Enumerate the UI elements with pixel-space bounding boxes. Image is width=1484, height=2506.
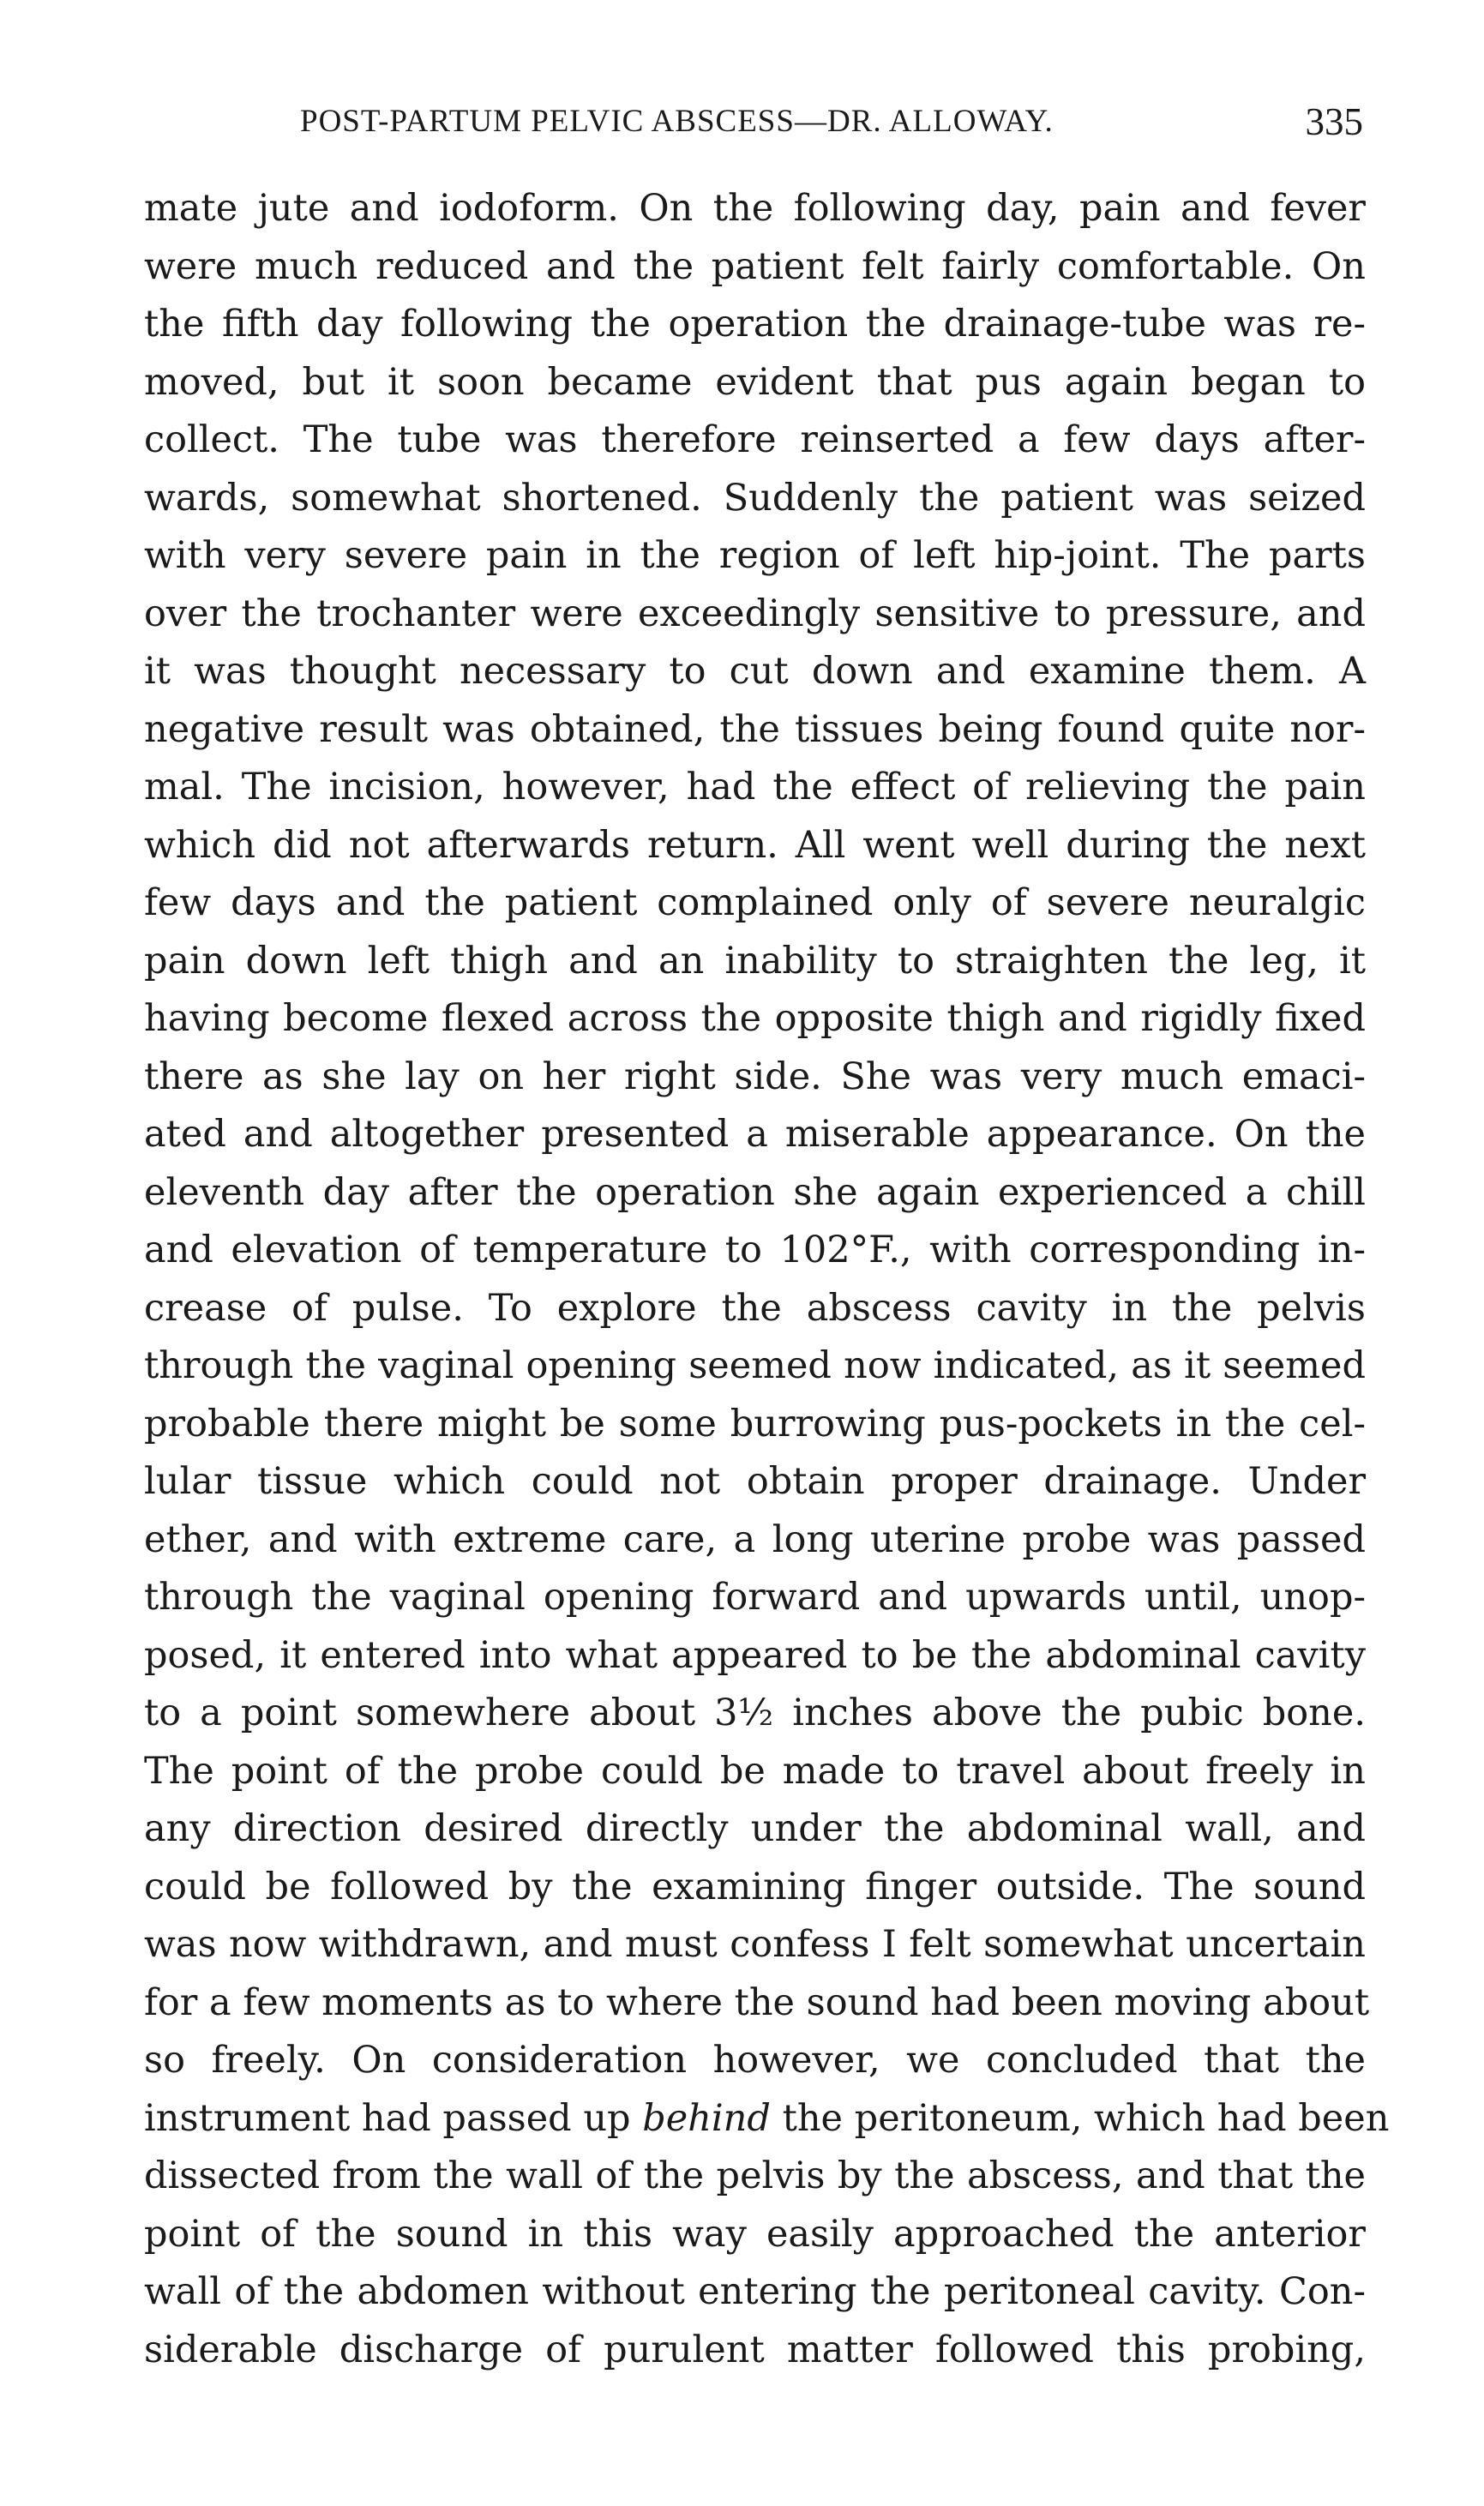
text-line: there as she lay on her right side. She was very much emaci- [144,1055,1366,1098]
text-line: to a point somewhere about 3½ inches above the pubic bone. [144,1692,1366,1734]
text-line: could be followed by the examining finger outside. The sound [144,1865,1366,1908]
text-line: few days and the patient complained only of severe neuralgic [144,881,1366,924]
text-line: negative result was obtained, the tissues being found quite nor- [144,707,1366,751]
text-line: any direction desired directly under the abdominal wall, and [144,1807,1366,1850]
text-line: point of the sound in this way easily approached the anterior [144,2212,1366,2256]
text-line: through the vaginal opening seemed now indicated, as it seemed [144,1344,1366,1387]
text-line: the fifth day following the operation the drainage-tube was re- [144,303,1366,346]
body-text [144,180,1390,2379]
running-head: POST-PARTUM PELVIC ABSCESS—DR. ALLOWAY. [300,104,1054,139]
text-line: it was thought necessary to cut down and examine them. A [144,650,1366,693]
text-line: wall of the abdomen without entering the peritoneal cavity. Con- [144,2270,1366,2313]
text-line: ated and altogether presented a miserable appearance. On the [144,1113,1366,1156]
text-line: wards, somewhat shortened. Suddenly the patient was seized [144,476,1366,520]
text-line: ether, and with extreme care, a long uterine probe was passed [144,1517,1366,1561]
text-line: so freely. On consideration however, we concluded that the [144,2039,1366,2082]
text-line: crease of pulse. To explore the abscess cavity in the pelvis [144,1286,1366,1330]
text-line: having become flexed across the opposite thigh and rigidly fixed [144,997,1366,1040]
page-number: 335 [1305,100,1363,143]
text-line: for a few moments as to where the sound had been moving about [144,1980,1370,2024]
text-line: probable there might be some burrowing pus-pockets in the cel- [144,1402,1366,1445]
page-header [146,96,1363,147]
text-line: eleventh day after the operation she again experienced a chill [144,1170,1366,1214]
line-start: instrument had passed up [144,2096,643,2140]
text-line: with very severe pain in the region of left hip-joint. The parts [144,534,1366,577]
text-line: pain down left thigh and an inability to straighten the leg, it [144,939,1366,983]
text-line: were much reduced and the patient felt fairly comfortable. On [144,244,1366,288]
text-line: dissected from the wall of the pelvis by the abscess, and that the [144,2154,1366,2197]
text-line: mate jute and iodoform. On the following day, pain and fever [144,187,1366,230]
text-line-mixed [144,2090,1390,2148]
text-line: and elevation of temperature to 102°F., with corresponding in- [144,1229,1366,1271]
text-line: mal. The incision, however, had the effect of relieving the pain [144,766,1366,808]
text-line: posed, it entered into what appeared to be the abdominal cavity [144,1633,1366,1677]
text-line: The point of the probe could be made to travel about freely in [144,1749,1366,1793]
text-line: over the trochanter were exceedingly sensitive to pressure, and [144,592,1366,635]
text-line: through the vaginal opening forward and upwards until, unop- [144,1576,1366,1619]
text-line: siderable discharge of purulent matter followed this probing, [144,2328,1366,2371]
text-line: which did not afterwards return. All went well during the next [144,823,1366,867]
text-line: was now withdrawn, and must confess I felt somewhat uncertain [144,1923,1366,1966]
line-end: the peritoneum, which had been [770,2096,1390,2140]
text-line: collect. The tube was therefore reinserted a few days after- [144,418,1366,461]
text-line: lular tissue which could not obtain proper drainage. Under [144,1460,1366,1503]
text-line: moved, but it soon became evident that pus again began to [144,360,1366,404]
italic-word: behind [642,2096,771,2140]
